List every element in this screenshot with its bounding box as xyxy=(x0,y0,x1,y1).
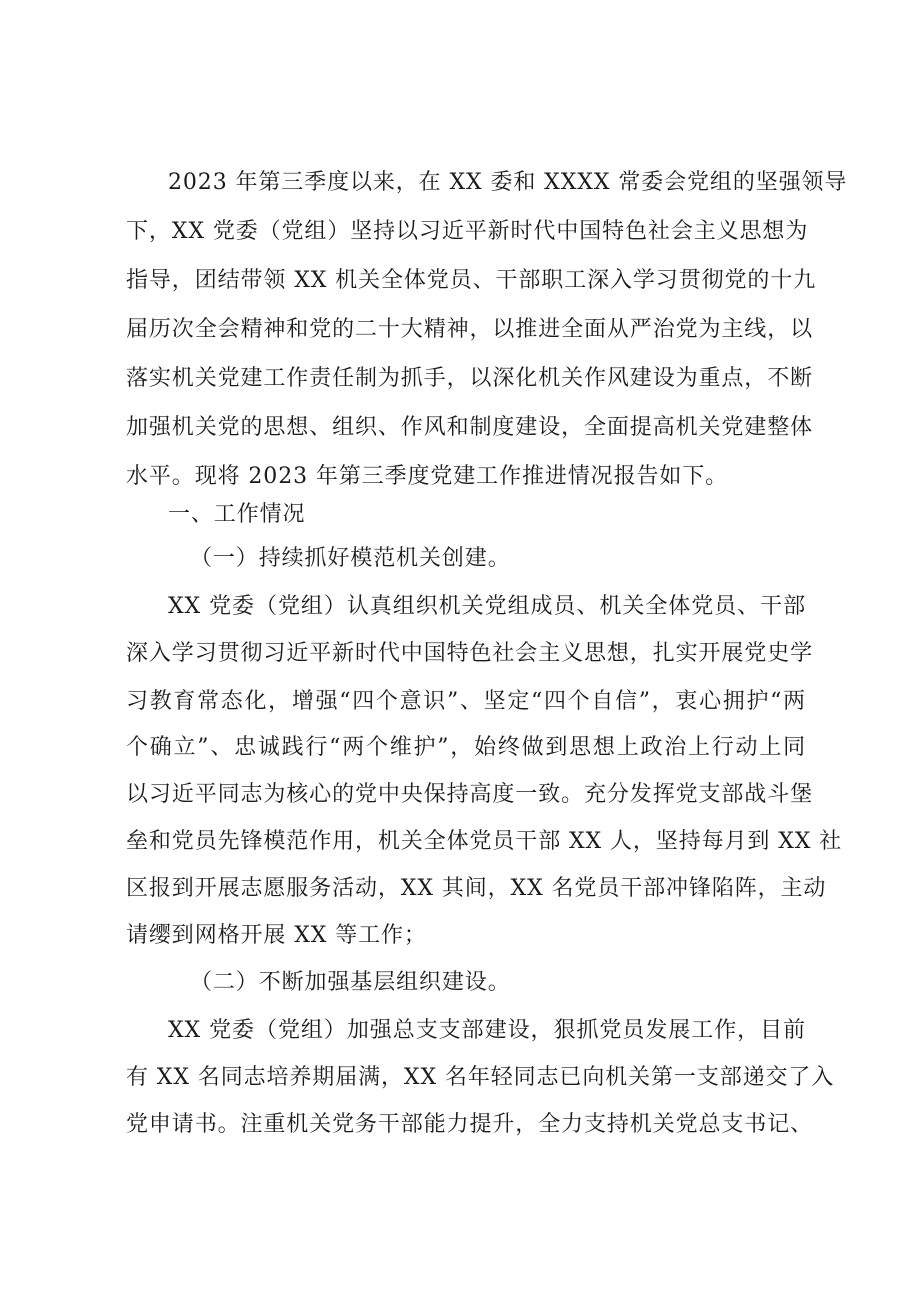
paragraph-1-line-3: 指导，团结带领 XX 机关全体党员、干部职工深入学习贯彻党的十九 xyxy=(126,268,817,293)
paragraph-1-line-1: 2023 年第三季度以来，在 XX 委和 XXXX 常委会党组的坚强领导 xyxy=(168,170,848,195)
paragraph-1-line-6: 加强机关党的思想、组织、作风和制度建设，全面提高机关党建整体 xyxy=(126,415,814,440)
paragraph-1-line-2: 下，XX 党委（党组）坚持以习近平新时代中国特色社会主义思想为 xyxy=(126,219,809,244)
subsection-heading-1: （一）持续抓好模范机关创建。 xyxy=(190,546,511,571)
paragraph-2-line-1: XX 党委（党组）认真组织机关党组成员、机关全体党员、干部 xyxy=(168,594,806,619)
paragraph-2-line-7: 区报到开展志愿服务活动，XX 其间，XX 名党员干部冲锋陷阵，主动 xyxy=(126,876,827,901)
paragraph-2-line-5: 以习近平同志为核心的党中央保持高度一致。充分发挥党支部战斗堡 xyxy=(126,782,814,807)
paragraph-2-line-8: 请缨到网格开展 XX 等工作； xyxy=(126,923,427,948)
paragraph-1-line-7: 水平。现将 2023 年第三季度党建工作推进情况报告如下。 xyxy=(126,464,729,489)
paragraph-2-line-2: 深入学习贯彻习近平新时代中国特色社会主义思想，扎实开展党史学 xyxy=(126,641,814,666)
paragraph-2-line-3: 习教育常态化，增强“四个意识”、坚定“四个自信”，衷心拥护“两 xyxy=(126,689,806,714)
paragraph-3-line-1: XX 党委（党组）加强总支支部建设，狠抓党员发展工作，目前 xyxy=(168,1018,806,1043)
paragraph-2-line-6: 垒和党员先锋模范作用，机关全体党员干部 XX 人，坚持每月到 XX 社 xyxy=(126,829,843,854)
paragraph-3-line-3: 党申请书。注重机关党务干部能力提升，全力支持机关党总支书记、 xyxy=(126,1112,814,1137)
paragraph-1-line-4: 届历次全会精神和党的二十大精神，以推进全面从严治党为主线，以 xyxy=(126,317,814,342)
subsection-heading-2: （二）不断加强基层组织建设。 xyxy=(190,970,511,995)
paragraph-3-line-2: 有 XX 名同志培养期届满，XX 名年轻同志已向机关第一支部递交了入 xyxy=(126,1065,835,1090)
paragraph-1-line-5: 落实机关党建工作责任制为抓手，以深化机关作风建设为重点，不断 xyxy=(126,366,814,391)
section-heading-work-status: 一、工作情况 xyxy=(168,502,306,527)
paragraph-2-line-4: 个确立”、忠诚践行“两个维护”，始终做到思想上政治上行动上同 xyxy=(126,735,806,760)
